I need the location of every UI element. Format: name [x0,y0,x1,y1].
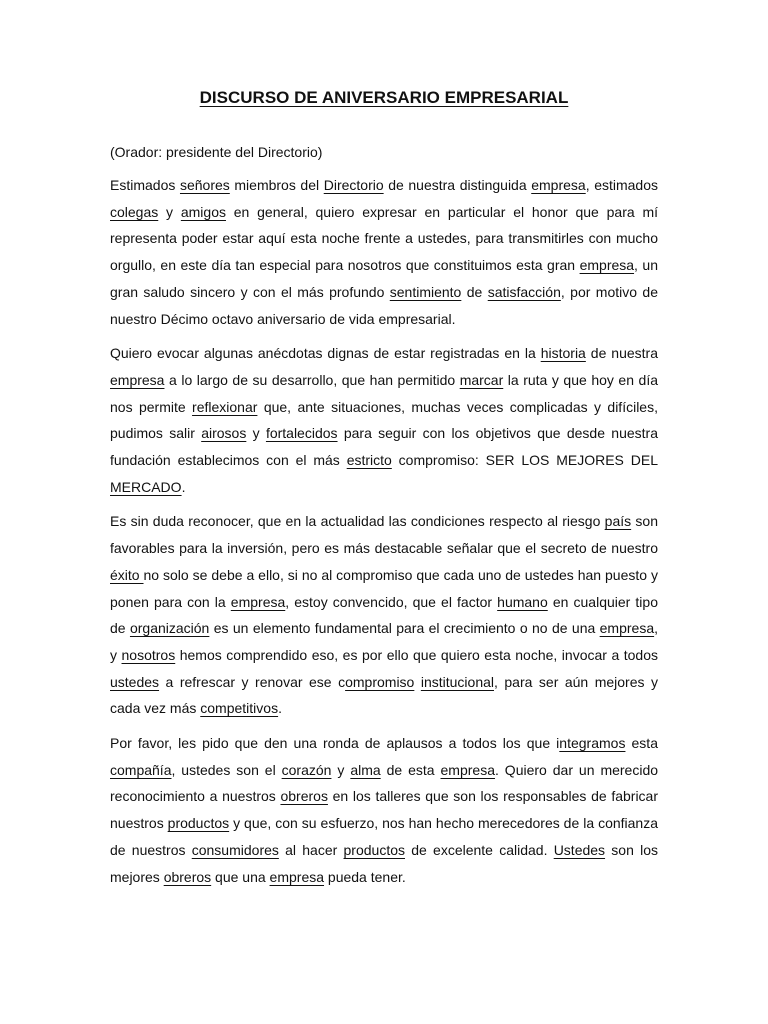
underlined-term: nosotros [121,646,176,663]
underlined-term: ntegramos [559,735,626,752]
text-run: de esta [380,761,441,778]
underlined-term: empresa [110,371,165,388]
text-run: al hacer [278,841,344,858]
underlined-term: Ustedes [553,841,606,858]
text-run: y que, con su esfuerzo, nos han hecho merecedores de la confianza de nuestros [110,815,658,858]
text-run: en general, quiero expresar en particular el honor que para mí representa poder estar aquí esta noche frente a ustedes, para transmitirles con mucho orgullo, en este día tan especial para nosotros que constituimos esta gran [110,203,658,274]
underlined-term: organización [129,620,210,637]
underlined-term: empresa [230,593,286,610]
text-run: que una [211,868,270,885]
text-run: son los mejores [110,841,658,885]
text-run: y [246,425,266,442]
underlined-term: productos [343,841,405,858]
text-run: Quiero evocar algunas anécdotas dignas de estar registradas en la [110,345,541,362]
text-run: esta [625,735,658,752]
underlined-term: reflexionar [192,398,258,415]
underlined-term: institucional [420,673,494,690]
text-run: a lo largo de su desarrollo, que han permitido [164,371,460,388]
text-run: en los talleres que son los responsables de fabricar nuestros [110,788,659,832]
speech-paragraph [110,172,658,332]
text-run: Estimados [110,177,180,193]
underlined-term: historia [540,345,586,362]
text-run: , ustedes son el [171,761,282,778]
text-run: , y [110,620,658,663]
text-run: compromiso: SER LOS MEJORES DEL [391,452,658,469]
text-run: la ruta y que hoy en día nos permite [110,371,658,415]
text-run: que, ante situaciones, muchas veces complicadas y difíciles, pudimos salir [110,398,658,442]
text-run: . Quiero dar un merecido reconocimiento a nuestros [110,761,659,805]
text-run: , por motivo de nuestro Décimo octavo aniversario de vida empresarial. [110,283,658,327]
text-run: Es sin duda reconocer, que en la actualidad las condiciones respecto al riesgo [110,513,605,530]
text-run: en cualquier tipo de [110,593,658,637]
underlined-term: empresa [269,868,325,885]
underlined-term: alma [350,761,381,778]
speech-paragraph [110,340,658,500]
underlined-term: ompromiso [345,673,415,690]
underlined-term: amigos [180,203,226,220]
text-run: de [461,283,488,300]
underlined-term: obreros [163,868,212,885]
underlined-term: país [604,513,632,530]
text-run: , estoy convencido, que el factor [285,593,498,610]
text-run: a refrescar y renovar ese c [159,673,346,690]
underlined-term: colegas [110,203,159,220]
speech-paragraph [110,730,658,890]
text-run: no solo se debe a ello, si no al compromiso que cada uno de ustedes han puesto y ponen para con la [110,566,658,610]
text-run: para seguir con los objetivos que desde nuestra fundación establecimos con el más [110,425,658,469]
speech-body [110,172,658,890]
text-run: , para ser aún mejores y cada vez más [110,673,658,717]
underlined-term: fortalecidos [265,425,338,442]
text-run: y [331,761,351,778]
underlined-term: empresa [440,761,495,778]
text-run: Por favor, les pido que den una ronda de aplausos a todos los que i [110,735,560,752]
underlined-term: productos [167,815,230,832]
underlined-term: empresa [599,620,655,637]
underlined-term: obreros [280,788,328,805]
underlined-term: satisfacción [487,283,561,300]
underlined-term: airosos [201,425,247,442]
underlined-term: MERCADO [110,478,182,495]
text-run: , estimados [585,177,658,193]
underlined-term: marcar [459,371,504,388]
text-run: y [158,203,181,220]
underlined-term: corazón [281,761,332,778]
underlined-term: sentimiento [389,283,462,300]
text-run: , un gran saludo sincero y con el más profundo [110,257,659,300]
text-run: . [181,478,186,495]
speaker-note: (Orador: presidente del Directorio) [110,144,323,160]
text-run: . [278,700,282,717]
speech-paragraph [110,508,658,722]
underlined-term: humano [497,593,548,610]
text-run: de nuestra [585,345,658,362]
document-title: DISCURSO DE ANIVERSARIO EMPRESARIAL [199,88,569,107]
underlined-term: empresa [531,177,586,193]
text-run: es un elemento fundamental para el crecimiento o no de una [209,620,600,637]
underlined-term: estricto [346,452,392,469]
underlined-term: señores [179,177,230,193]
underlined-term: ustedes [110,673,160,690]
text-run: pueda tener. [324,868,406,885]
text-run: hemos comprendido eso, es por ello que quiero esta noche, invocar a todos [175,646,658,663]
underlined-term: éxito [110,566,144,583]
underlined-term: consumidores [191,841,279,858]
text-run: miembros del [229,177,324,193]
underlined-term: compañía [110,761,172,778]
text-run: son favorables para la inversión, pero es más destacable señalar que el secreto de nuestro [110,513,658,557]
underlined-term: empresa [579,257,635,274]
text-run: de excelente calidad. [405,841,554,858]
text-run: de nuestra distinguida [383,177,532,193]
underlined-term: Directorio [323,177,384,193]
underlined-term: competitivos [200,700,279,717]
